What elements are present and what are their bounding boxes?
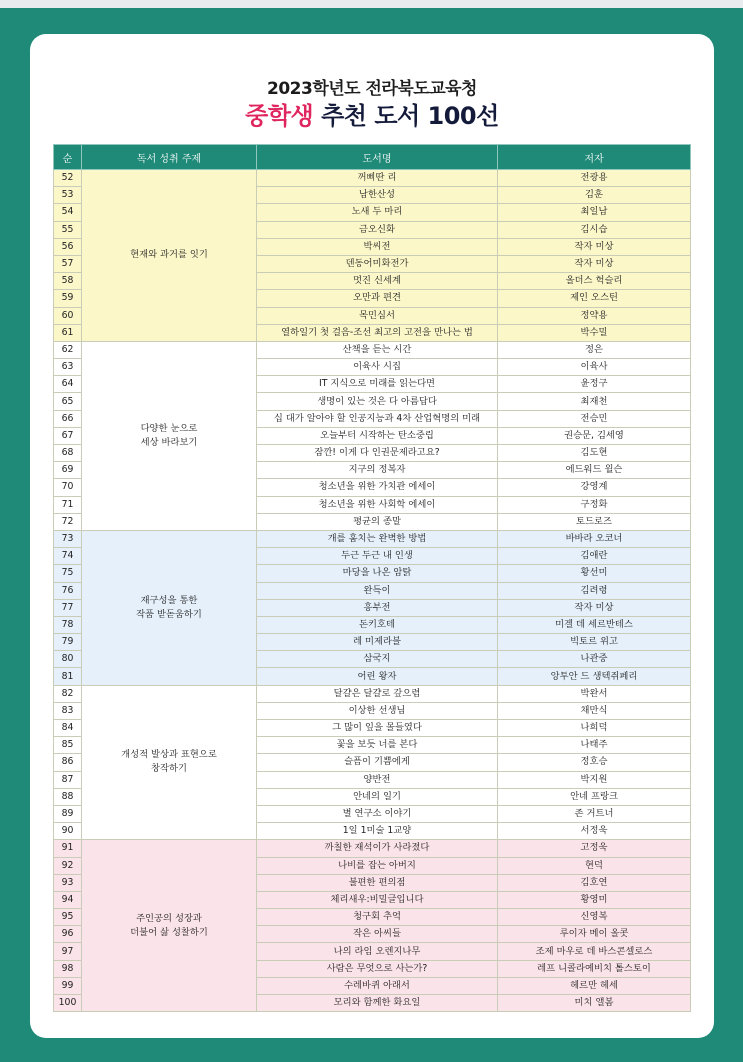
- row-number: 66: [54, 410, 82, 427]
- book-title: IT 지식으로 미래를 읽는다면: [257, 376, 498, 393]
- book-title: 사람은 무엇으로 사는가?: [257, 960, 498, 977]
- row-number: 80: [54, 651, 82, 668]
- column-header-number: 순: [54, 145, 82, 170]
- row-number: 71: [54, 496, 82, 513]
- column-header-theme: 독서 성취 주제: [82, 145, 257, 170]
- book-title: 멋진 신세계: [257, 273, 498, 290]
- book-title: 양반전: [257, 771, 498, 788]
- book-title: 슬픔이 기쁨에게: [257, 754, 498, 771]
- book-author: 서정욱: [498, 823, 691, 840]
- book-author: 김애란: [498, 548, 691, 565]
- book-title: 지구의 정복자: [257, 462, 498, 479]
- row-number: 89: [54, 805, 82, 822]
- row-number: 82: [54, 685, 82, 702]
- book-author: 강영계: [498, 479, 691, 496]
- book-title: 안네의 일기: [257, 788, 498, 805]
- book-author: 작자 미상: [498, 255, 691, 272]
- row-number: 58: [54, 273, 82, 290]
- row-number: 60: [54, 307, 82, 324]
- book-author: 김훈: [498, 187, 691, 204]
- row-number: 70: [54, 479, 82, 496]
- book-author: 구정화: [498, 496, 691, 513]
- book-title: 그 많이 잎을 몰들였다: [257, 720, 498, 737]
- book-author: 존 거트너: [498, 805, 691, 822]
- book-author: 작자 미상: [498, 238, 691, 255]
- row-number: 99: [54, 977, 82, 994]
- row-number: 94: [54, 891, 82, 908]
- book-title: 두근 두근 내 인생: [257, 548, 498, 565]
- row-number: 78: [54, 616, 82, 633]
- book-title: 평균의 종말: [257, 513, 498, 530]
- row-number: 53: [54, 187, 82, 204]
- book-title: 삼국지: [257, 651, 498, 668]
- book-author: 토드로즈: [498, 513, 691, 530]
- book-author: 채만식: [498, 702, 691, 719]
- row-number: 79: [54, 634, 82, 651]
- book-author: 제인 오스틴: [498, 290, 691, 307]
- row-number: 77: [54, 599, 82, 616]
- table-row: [54, 170, 691, 187]
- book-title: 까칠한 재석이가 사라졌다: [257, 840, 498, 857]
- book-author: 조제 마우로 데 바스콘셀로스: [498, 943, 691, 960]
- row-number: 84: [54, 720, 82, 737]
- book-author: 권승문, 김세영: [498, 427, 691, 444]
- row-number: 92: [54, 857, 82, 874]
- book-author: 전승민: [498, 410, 691, 427]
- book-author: 레프 니콜라예비치 톨스토이: [498, 960, 691, 977]
- book-author: 작자 미상: [498, 599, 691, 616]
- row-number: 86: [54, 754, 82, 771]
- book-title: 작은 아씨들: [257, 926, 498, 943]
- row-number: 81: [54, 668, 82, 685]
- row-number: 69: [54, 462, 82, 479]
- row-number: 57: [54, 255, 82, 272]
- book-title: 오만과 편견: [257, 290, 498, 307]
- book-title: 레 미제라블: [257, 634, 498, 651]
- row-number: 55: [54, 221, 82, 238]
- book-title: 1일 1미술 1교양: [257, 823, 498, 840]
- book-author: 황선미: [498, 565, 691, 582]
- document-title-line1: 2023학년도 전라북도교육청: [267, 79, 477, 99]
- book-author: 박수밀: [498, 324, 691, 341]
- row-number: 76: [54, 582, 82, 599]
- book-author: 황영미: [498, 891, 691, 908]
- book-author: 최일남: [498, 204, 691, 221]
- row-number: 90: [54, 823, 82, 840]
- row-number: 83: [54, 702, 82, 719]
- row-number: 68: [54, 445, 82, 462]
- book-author: 전광용: [498, 170, 691, 187]
- row-number: 100: [54, 995, 82, 1012]
- book-title: 생명이 있는 것은 다 아름답다: [257, 393, 498, 410]
- row-number: 95: [54, 909, 82, 926]
- row-number: 75: [54, 565, 82, 582]
- column-header-title: 도서명: [257, 145, 498, 170]
- top-strip: [0, 0, 743, 8]
- book-title: 목민심서: [257, 307, 498, 324]
- group-theme: 현재와 과거를 잇기: [82, 170, 257, 342]
- book-author: 나관중: [498, 651, 691, 668]
- book-title: 십 대가 알아야 할 인공지능과 4차 산업혁명의 미래: [257, 410, 498, 427]
- row-number: 91: [54, 840, 82, 857]
- book-title: 수레바퀴 아래서: [257, 977, 498, 994]
- table-body: [54, 170, 691, 1012]
- book-author: 박지원: [498, 771, 691, 788]
- row-number: 96: [54, 926, 82, 943]
- book-author: 박완서: [498, 685, 691, 702]
- document-card: [30, 34, 714, 1038]
- book-title: 금오신화: [257, 221, 498, 238]
- row-number: 63: [54, 359, 82, 376]
- book-title: 산책을 듣는 시간: [257, 341, 498, 358]
- book-title: 나의 라임 오렌지나무: [257, 943, 498, 960]
- book-title: 오늘부터 시작하는 탄소중립: [257, 427, 498, 444]
- book-title: 모리와 함께한 화요일: [257, 995, 498, 1012]
- row-number: 67: [54, 427, 82, 444]
- book-author: 루이자 메이 올콧: [498, 926, 691, 943]
- row-number: 54: [54, 204, 82, 221]
- book-title: 완득이: [257, 582, 498, 599]
- row-number: 52: [54, 170, 82, 187]
- row-number: 74: [54, 548, 82, 565]
- book-title: 청소년을 위한 가치관 에세이: [257, 479, 498, 496]
- group-theme: 개성적 발상과 표현으로 창작하기: [82, 685, 257, 840]
- row-number: 62: [54, 341, 82, 358]
- book-list-table: [53, 144, 691, 1012]
- row-number: 56: [54, 238, 82, 255]
- book-title: 덴동어미화전가: [257, 255, 498, 272]
- book-author: 나태주: [498, 737, 691, 754]
- row-number: 64: [54, 376, 82, 393]
- book-author: 나희덕: [498, 720, 691, 737]
- group-theme: 주인공의 성장과 더불어 삶 성찰하기: [82, 840, 257, 1012]
- book-title: 청구회 추억: [257, 909, 498, 926]
- book-author: 이육사: [498, 359, 691, 376]
- book-author: 정약용: [498, 307, 691, 324]
- book-author: 윤정구: [498, 376, 691, 393]
- book-author: 미겔 데 세르반테스: [498, 616, 691, 633]
- book-title: 이육사 시집: [257, 359, 498, 376]
- row-number: 93: [54, 874, 82, 891]
- book-author: 빅토르 위고: [498, 634, 691, 651]
- group-theme: 다양한 눈으로 세상 바라보기: [82, 341, 257, 530]
- book-title: 개를 훔치는 완벽한 방법: [257, 530, 498, 547]
- book-title: 흥부전: [257, 599, 498, 616]
- book-title: 나비를 잡는 아버지: [257, 857, 498, 874]
- book-title: 별 연구소 이야기: [257, 805, 498, 822]
- column-header-author: 저자: [498, 145, 691, 170]
- book-author: 정호승: [498, 754, 691, 771]
- book-title: 체리새우:비밀글입니다: [257, 891, 498, 908]
- book-title: 열하일기 첫 걸음-조선 최고의 고전을 만나는 법: [257, 324, 498, 341]
- book-title: 남한산성: [257, 187, 498, 204]
- book-author: 고정욱: [498, 840, 691, 857]
- table-header-row: [54, 145, 691, 170]
- book-author: 바바라 오코너: [498, 530, 691, 547]
- book-author: 올더스 헉슬리: [498, 273, 691, 290]
- book-title: 돈키호테: [257, 616, 498, 633]
- row-number: 97: [54, 943, 82, 960]
- book-title: 청소년을 위한 사회학 에세이: [257, 496, 498, 513]
- table-row: [54, 530, 691, 547]
- row-number: 72: [54, 513, 82, 530]
- book-title: 노새 두 마리: [257, 204, 498, 221]
- row-number: 85: [54, 737, 82, 754]
- row-number: 73: [54, 530, 82, 547]
- book-author: 정은: [498, 341, 691, 358]
- book-author: 에드워드 윌슨: [498, 462, 691, 479]
- book-author: 앙투안 드 생텍쥐페리: [498, 668, 691, 685]
- book-author: 최재천: [498, 393, 691, 410]
- row-number: 65: [54, 393, 82, 410]
- title-rest: 추천 도서 100선: [313, 102, 499, 130]
- row-number: 61: [54, 324, 82, 341]
- row-number: 59: [54, 290, 82, 307]
- row-number: 88: [54, 788, 82, 805]
- book-title: 꽃을 보듯 너를 본다: [257, 737, 498, 754]
- book-title: 마당을 나온 암탉: [257, 565, 498, 582]
- book-author: 헤르만 헤세: [498, 977, 691, 994]
- table-row: [54, 341, 691, 358]
- book-author: 현덕: [498, 857, 691, 874]
- book-author: 미치 앨봄: [498, 995, 691, 1012]
- book-title: 이상한 선생님: [257, 702, 498, 719]
- book-title: 박씨전: [257, 238, 498, 255]
- book-title: 어린 왕자: [257, 668, 498, 685]
- book-title: 꺼삐딴 리: [257, 170, 498, 187]
- group-theme: 재구성을 통한 작품 받돋움하기: [82, 530, 257, 685]
- book-author: 신영복: [498, 909, 691, 926]
- book-title: 불편한 편의점: [257, 874, 498, 891]
- table-row: [54, 840, 691, 857]
- table-row: [54, 685, 691, 702]
- book-title: 달걀은 달걀로 갚으렴: [257, 685, 498, 702]
- title-highlight: 중학생: [245, 102, 314, 130]
- book-author: 안네 프랑크: [498, 788, 691, 805]
- book-author: 김려령: [498, 582, 691, 599]
- book-author: 김호연: [498, 874, 691, 891]
- book-author: 김시습: [498, 221, 691, 238]
- row-number: 87: [54, 771, 82, 788]
- row-number: 98: [54, 960, 82, 977]
- book-author: 김도현: [498, 445, 691, 462]
- book-title: 잠깐! 이게 다 인권문제라고요?: [257, 445, 498, 462]
- document-title-line2: [30, 96, 714, 131]
